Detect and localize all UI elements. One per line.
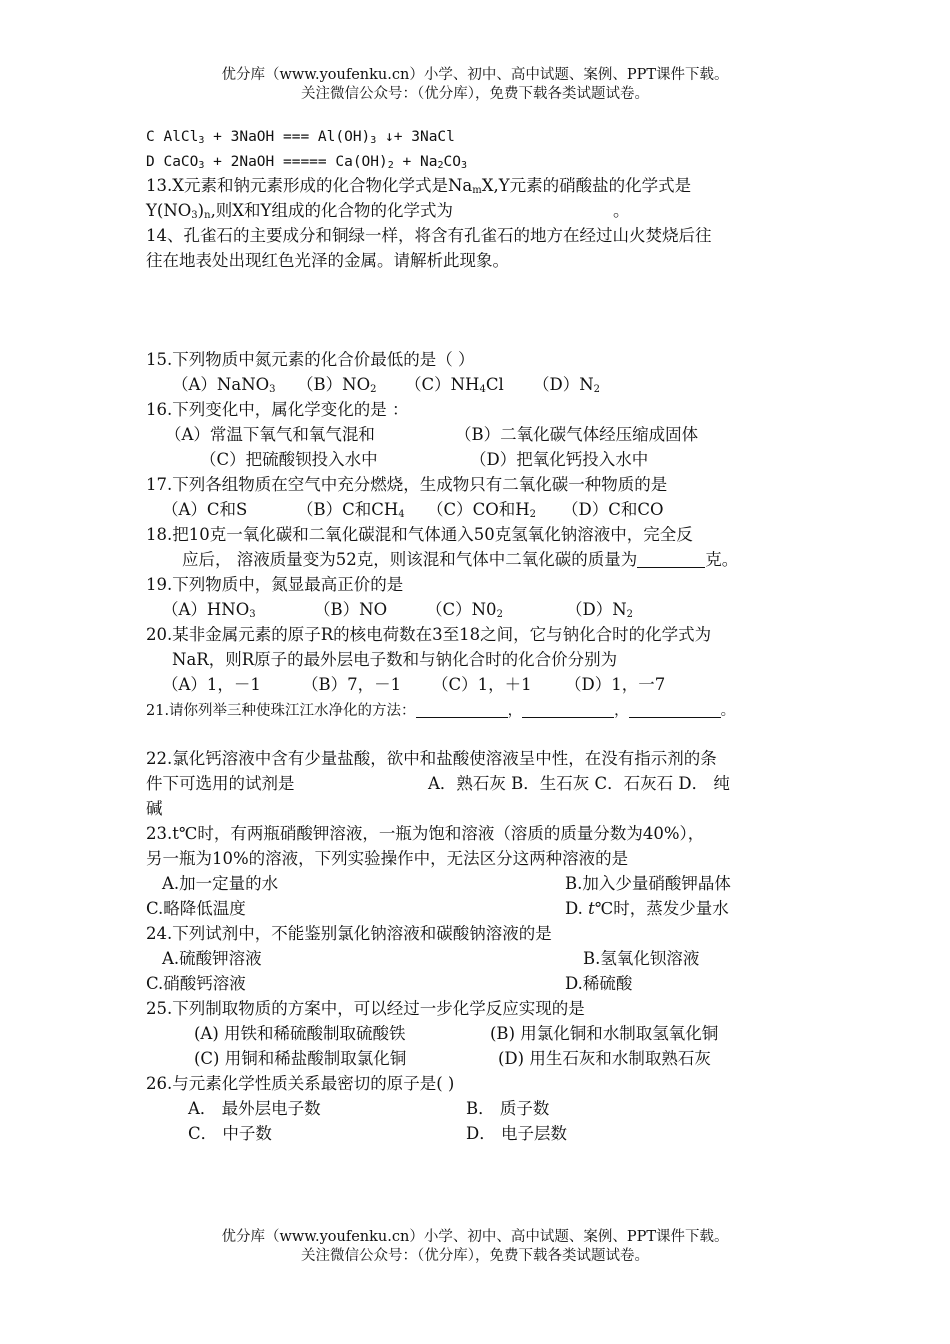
q26-option-c: C． 中子数 (188, 1124, 272, 1143)
q24-option-b: B.氢氧化钡溶液 (583, 949, 700, 968)
page-header (0, 66, 950, 104)
q26-option-d: D． 电子层数 (466, 1124, 567, 1143)
q26-stem: 26.与元素化学性质关系最密切的原子是( ) (146, 1074, 455, 1093)
q13-line-2: $Y(NO_3)_n$,则X和Y组成的化合物的化学式为 。 (146, 201, 630, 221)
footer-line-1: 优分库（www.youfenku.cn）小学、初中、高中试题、案例、PPT课件下载。 (221, 1229, 729, 1245)
q15-option-c: $(C)NH_4Cl$ (405, 375, 504, 395)
q23-line-2: 另一瓶为10%的溶液，下列实验操作中，无法区分这两种溶液的是 (146, 849, 629, 868)
q23-option-b: B.加入少量硝酸钾晶体 (565, 874, 731, 893)
q17-option-a: （A）C和S (162, 500, 248, 519)
header-line-2: 关注微信公众号：（优分库），免费下载各类试题试卷。 (301, 86, 649, 102)
q20-option-a: （A）1，－1 (162, 675, 261, 694)
q21-blank-3 (629, 700, 721, 718)
q26-option-b: B． 质子数 (466, 1099, 550, 1118)
q19-stem: 19.下列物质中，氮显最高正价的是 (146, 575, 404, 594)
q20-line-2: NaR，则R原子的最外层电子数和与钠化合时的化合价分别为 (172, 650, 618, 669)
q17-option-b: （B）C和$CH_4$ (297, 500, 405, 520)
q20-option-d: （D）1，一7 (565, 675, 666, 694)
q15-stem: 15.下列物质中氮元素的化合价最低的是（ ） (146, 350, 475, 369)
q15-option-b: $(B)NO_2$ (297, 375, 377, 395)
q24-option-a: A.硫酸钾溶液 (162, 949, 262, 968)
q26-option-a: A． 最外层电子数 (188, 1099, 321, 1118)
q25-option-d: (D) 用生石灰和水制取熟石灰 (498, 1049, 711, 1068)
q18-line-2: 应后， 溶液质量变为52克，则该混和气体中二氧化碳的质量为 克。 (182, 550, 739, 569)
q14-line-1: 14、孔雀石的主要成分和铜绿一样，将含有孔雀石的地方在经过山火焚烧后往 (146, 226, 712, 245)
q15-option-a: （A）NaNO$_3$ (172, 375, 276, 395)
q14-line-2: 往在地表处出现红色光泽的金属。请解析此现象。 (146, 251, 509, 270)
q17-stem: 17.下列各组物质在空气中充分燃烧，生成物只有二氧化碳一种物质的是 (146, 475, 668, 494)
q16-option-a: （A）常温下氧气和氧气混和 (165, 425, 375, 444)
q17-option-d: （D）C和CO (562, 500, 664, 519)
q18-line-1: 18.把10克一氧化碳和二氧化碳混和气体通入50克氢氧化钠溶液中，完全反 (146, 525, 693, 544)
q20-options (162, 673, 665, 697)
q20-option-b: （B）7，－1 (302, 675, 402, 694)
q21-line: 21.请你列举三种使珠江江水净化的方法： ， ， 。 (146, 699, 735, 723)
q16-option-d: （D）把氧化钙投入水中 (470, 450, 649, 469)
q16-stem: 16.下列变化中，属化学变化的是 ： (146, 400, 409, 419)
header-line-1: 优分库（www.youfenku.cn）小学、初中、高中试题、案例、PPT课件下载。 (221, 67, 729, 83)
q23-option-d: D. t℃时，蒸发少量水 (565, 899, 729, 918)
q21-blank-1 (416, 700, 508, 718)
footer-line-2: 关注微信公众号：（优分库），免费下载各类试题试卷。 (301, 1248, 649, 1264)
q24-stem: 24.下列试剂中，不能鉴别氯化钠溶液和碳酸钠溶液的是 (146, 924, 552, 943)
q22-line-3: 碱 (146, 799, 163, 818)
q17-option-c: （C）CO和$H_2$ (427, 500, 537, 520)
q18-answer-blank (637, 550, 705, 568)
q16-options-row-2 (200, 448, 648, 472)
q25-option-c: (C) 用铜和稀盐酸制取氯化铜 (194, 1049, 407, 1068)
q20-option-c: （C）1，＋1 (432, 675, 532, 694)
q22-line-1: 22.氯化钙溶液中含有少量盐酸，欲中和盐酸使溶液呈中性，在没有指示剂的条 (146, 749, 717, 768)
q16-option-b: （B）二氧化碳气体经压缩成固体 (455, 425, 699, 444)
q25-option-b: (B) 用氯化铜和水制取氢氧化铜 (490, 1024, 719, 1043)
q13-line-1: 13.X元素和钠元素形成的化合物化学式是$Na_mX,Y$元素的硝酸盐的化学式是 (146, 176, 692, 196)
q16-options-row-1 (165, 423, 698, 447)
q23-option-c: C.略降低温度 (146, 899, 246, 918)
q23-option-a: A.加一定量的水 (162, 874, 279, 893)
q19-option-c: $(C)N0_2$ (426, 600, 503, 620)
q25-stem: 25.下列制取物质的方案中，可以经过一步化学反应实现的是 (146, 999, 585, 1018)
q19-option-a: $(A)HNO_3$ (162, 600, 256, 620)
q23-line-1: 23.t℃时，有两瓶硝酸钾溶液，一瓶为饱和溶液（溶质的质量分数为40%）， (146, 824, 705, 843)
q12-option-d: D CaCO$_3$ + 2NaOH ===== $Ca(OH)_2 + Na_2CO_3$ (146, 154, 467, 171)
q19-option-d: $(D)N_2$ (566, 600, 634, 620)
q16-option-c: （C）把硫酸钡投入水中 (200, 450, 378, 469)
q22-line-2: 件下可选用的试剂是 A．熟石灰 B．生石灰 C．石灰石 D． 纯 (146, 774, 730, 793)
q25-option-a: (A) 用铁和稀硫酸制取硫酸铁 (194, 1024, 406, 1043)
q15-option-d: $(D)N_2$ (533, 375, 601, 395)
q21-blank-2 (522, 700, 614, 718)
q19-option-b: （B）NO (314, 600, 388, 619)
page-footer (0, 1228, 950, 1266)
q20-line-1: 20.某非金属元素的原子R的核电荷数在3至18之间，它与钠化合时的化学式为 (146, 625, 712, 644)
q24-option-d: D.稀硫酸 (565, 974, 633, 993)
q12-option-c: C AlCl$_3$ + 3NaOH === $Al(OH)_3$ ↓+ 3NaCl (146, 129, 455, 146)
q24-option-c: C.硝酸钙溶液 (146, 974, 246, 993)
